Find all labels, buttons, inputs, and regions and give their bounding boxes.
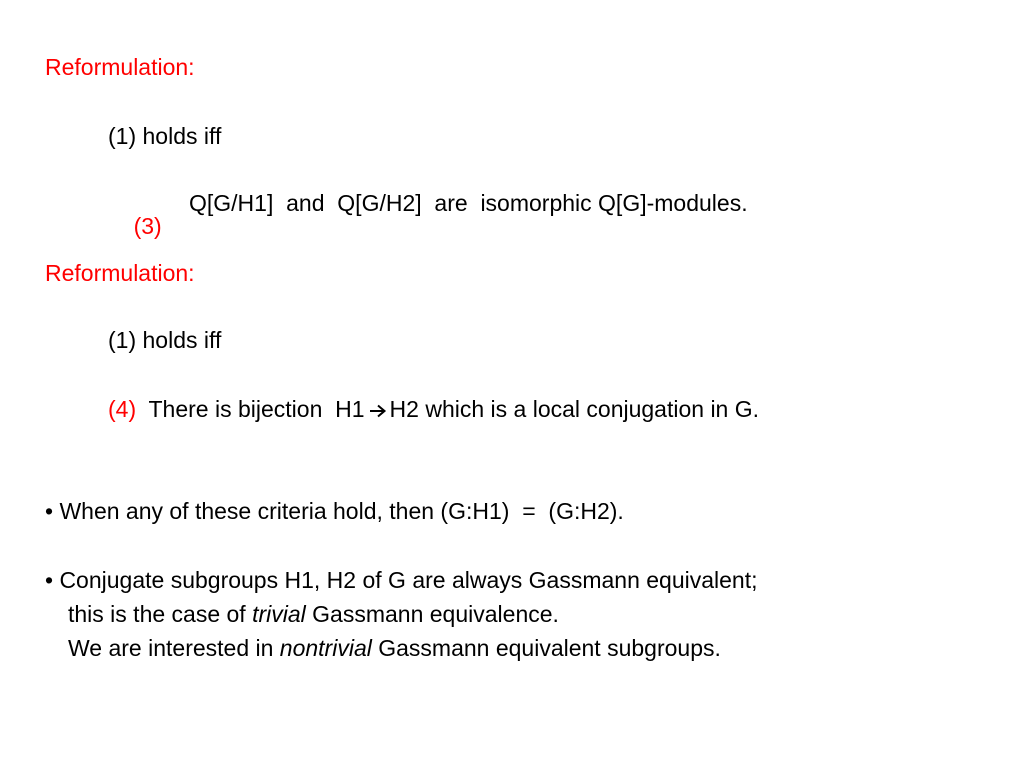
bullet-trivial-line	[68, 603, 559, 626]
trivial-line-after: Gassmann equivalence.	[305, 601, 559, 627]
bullet-criteria-hold: • When any of these criteria hold, then (G:H1) = (G:H2).	[45, 498, 624, 524]
nontrivial-line-after: Gassmann equivalent subgroups.	[371, 635, 721, 661]
holds-iff-line-1: (1) holds iff	[108, 123, 222, 149]
criterion-4-text-before: There is bijection H1	[148, 396, 365, 422]
criterion-4-text-after: H2 which is a local conjugation in G.	[389, 396, 760, 422]
right-arrow-icon	[369, 404, 387, 418]
criterion-3-number: (3)	[133, 213, 162, 239]
trivial-line-before: this is the case of	[68, 601, 253, 627]
trivial-word: trivial	[252, 601, 306, 627]
bullet-conjugate-subgroups: • Conjugate subgroups H1, H2 of G are always Gassmann equivalent;	[45, 567, 758, 593]
criterion-4-number: (4)	[108, 396, 137, 422]
holds-iff-line-2: (1) holds iff	[108, 327, 222, 353]
bullet-nontrivial-line	[68, 637, 721, 660]
reformulation-heading-2: Reformulation:	[45, 260, 195, 286]
criterion-4-line	[108, 398, 759, 421]
reformulation-heading-1: Reformulation:	[45, 54, 195, 80]
nontrivial-word: nontrivial	[279, 635, 372, 661]
criterion-3-text: Q[G/H1] and Q[G/H2] are isomorphic Q[G]-modules.	[189, 190, 748, 216]
nontrivial-line-before: We are interested in	[68, 635, 280, 661]
